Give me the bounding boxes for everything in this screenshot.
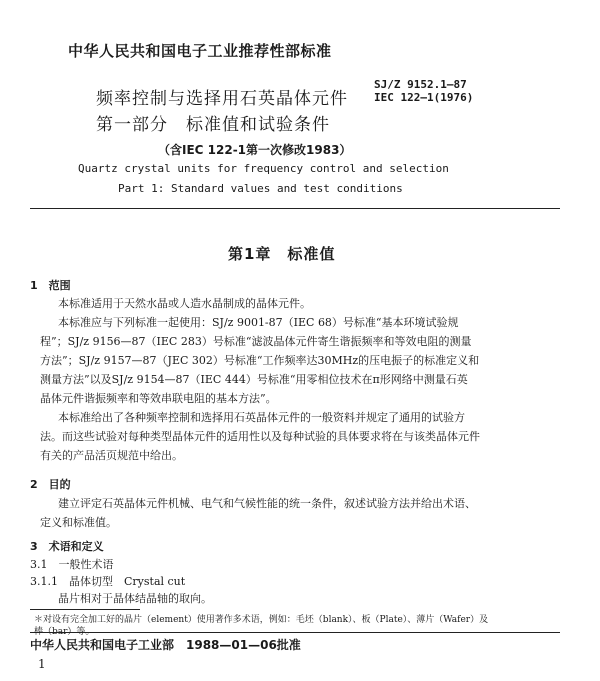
paragraph-line: 晶体元件谐振频率和等效串联电阻的基本方法”。 [40,392,277,405]
section-3-heading: 3 术语和定义 [30,540,104,553]
english-subtitle: Part 1: Standard values and test conditions [118,182,403,195]
section-1-heading: 1 范围 [30,279,71,292]
english-title: Quartz crystal units for frequency control and selection [78,162,449,175]
paragraph-line: 本标准给出了各种频率控制和选择用石英晶体元件的一般资料并规定了通用的试验方 [58,411,465,424]
standard-title-line2: 第一部分 标准值和试验条件 [96,115,330,135]
section-1-paragraph-1: 本标准适用于天然水晶或人造水晶制成的晶体元件。 [58,297,311,310]
chapter-title: 第1章 标准值 [228,245,336,263]
paragraph-line: 有关的产品活页规范中给出。 [40,449,183,462]
paragraph-line: 方法”；SJ/z 9157—87（JEC 302）号标准“工作频率达30MHz的压电振子的标准定义和 [40,354,480,367]
approval-line: 中华人民共和国电子工业部 1988—01—06批准 [30,638,301,652]
footer-divider [30,632,560,633]
section-1-paragraph-2 [40,313,552,408]
section-2-paragraph [40,494,552,532]
footnote-divider [30,609,140,610]
issuing-organization: 中华人民共和国电子工业推荐性部标准 [68,42,332,60]
section-2-heading: 2 目的 [30,478,71,491]
paragraph-line: 本标准应与下列标准一起使用：SJ/z 9001-87（IEC 68）号标准“基本环境试验规 [58,316,459,329]
standard-code: SJ/Z 9152.1—87 [374,78,467,91]
subsection-3-1: 3.1 一般性术语 [30,558,114,571]
footnote-line-1: ＊对设有完全加工好的晶片（element）使用著作多术语，例如：毛坯（blank）、板（Plate）、薄片（Wafer）及 [34,615,489,625]
header-divider [30,208,560,209]
paragraph-line: 定义和标准值。 [40,516,117,529]
paragraph-line: 测量方法”以及SJ/z 9154—87（IEC 444）号标准“用零相位技术在π形网络中测量石英 [40,373,468,386]
standard-title-line1: 频率控制与选择用石英晶体元件 [96,89,348,109]
section-1-paragraph-3 [40,408,552,465]
amendment-note: （含IEC 122-1第一次修改1983） [158,143,352,157]
subsection-3-1-1: 3.1.1 晶体切型 Crystal cut [30,575,186,588]
page-number: 1 [38,657,46,671]
iec-code: IEC 122—1(1976) [374,91,474,104]
paragraph-line: 建立评定石英晶体元件机械、电气和气候性能的统一条件，叙述试验方法并给出术语、 [58,497,476,510]
subsection-3-1-1-definition: 晶片相对于晶体结晶轴的取向。 [58,592,212,605]
paragraph-line: 程”；SJ/z 9156—87（IEC 283）号标准“滤波晶体元件寄生谐振频率和等效电阻的测量 [40,335,472,348]
paragraph-line: 法。而这些试验对每种类型晶体元件的适用性以及每种试验的具体要求将在与该类晶体元件 [40,430,480,443]
footnote-line-2: 棒（bar）等。 [34,627,95,637]
